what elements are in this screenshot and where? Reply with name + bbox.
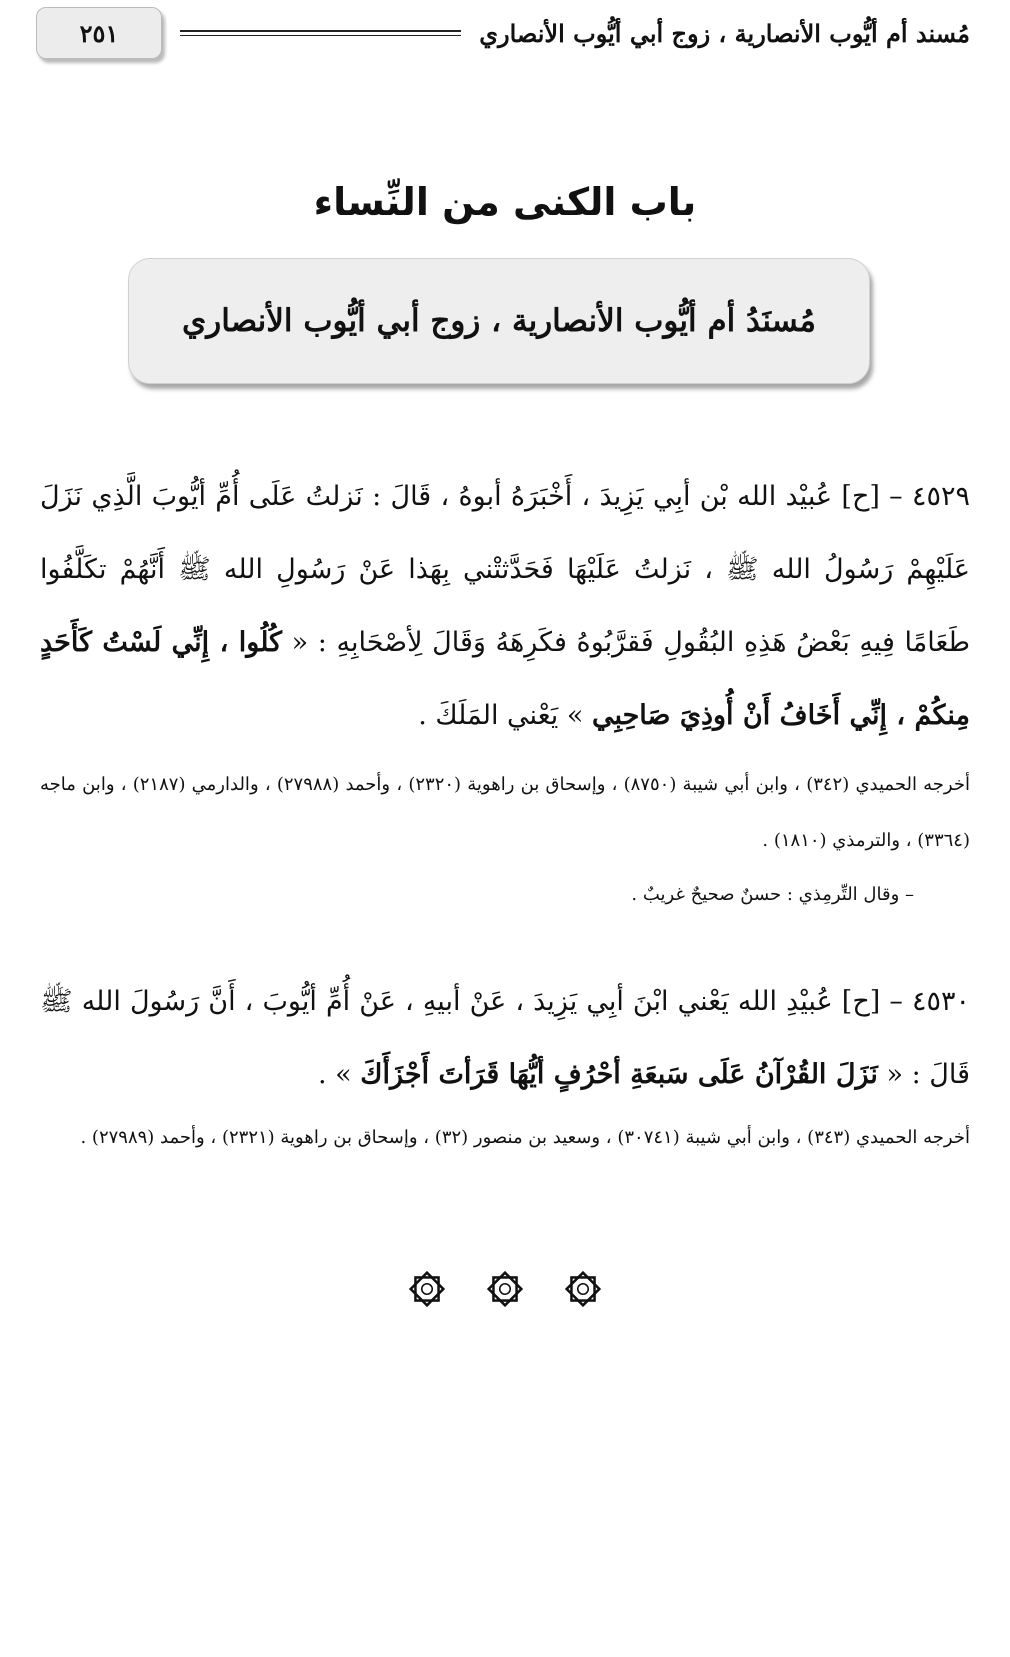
- page-number: ٢٥١: [36, 7, 162, 59]
- hadith-text-end: » .: [317, 1059, 352, 1090]
- eight-point-star-icon: [484, 1268, 526, 1310]
- eight-point-star-icon: [562, 1268, 604, 1310]
- takhrij-4529: أخرجه الحميدي (٣٤٢) ، وابن أبي شيبة (٨٧٥٠) ، وإسحاق بن راهوية (٢٣٢٠) ، وأحمد (٢٧٩٨٨) ، والدارمي (٢١٨٧) ، وابن ماجه (٣٣٦٤) ، والترمذي (١٨١٠) .: [40, 774, 970, 851]
- section-heading: باب الكنى من النِّساء: [313, 180, 697, 224]
- hadith-number: ٤٥٣٠ – [ح]: [841, 986, 970, 1017]
- takhrij-4530: أخرجه الحميدي (٣٤٣) ، وابن أبي شيبة (٣٠٧٤١) ، وسعيد بن منصور (٣٢) ، وإسحاق بن راهوية (٢٣٢١) ، وأحمد (٢٧٩٨٩) .: [80, 1127, 970, 1148]
- prophet-speech: نَزَلَ القُرْآنُ عَلَى سَبعَةِ أحْرُفٍ أيُّهَا قَرَأتَ أَجْزَأَكَ: [360, 1059, 878, 1090]
- running-title: مُسند أم أيُّوب الأنصارية ، زوج أبي أيُّوب الأنصاري: [479, 18, 970, 48]
- tirmidhi-note: – وقال التِّرمِذي : حسنٌ صحيحٌ غريبٌ .: [631, 884, 914, 905]
- running-header: [36, 0, 970, 66]
- musnad-title: مُسنَدُ أم أيُّوب الأنصارية ، زوج أبي أيُّوب الأنصاري: [182, 303, 816, 339]
- section-end-ornaments: [0, 1268, 1010, 1310]
- eight-point-star-icon: [406, 1268, 448, 1310]
- musnad-title-box: [128, 258, 870, 384]
- hadith-text-end: » يَعْني المَلَكَ .: [418, 700, 584, 731]
- hadith-4530: [40, 965, 970, 1111]
- header-rule: [180, 30, 461, 36]
- prophet-speech: كُلُوا ، إِنِّي لَسْتُ كَأَحَدٍ مِنكُمْ ، إِنِّي أَخَافُ أَنْ أُوذِيَ صَاحِبِي: [40, 627, 970, 731]
- hadith-text: عُبيْدِ الله يَعْني ابْنَ أبِي يَزِيدَ ، عَنْ أبيهِ ، عَنْ أُمِّ أيُّوبَ ، أَنَّ رَسُولَ الله ﷺ قَالَ : «: [40, 986, 970, 1090]
- hadith-number: ٤٥٢٩ – [ح]: [841, 481, 970, 512]
- hadith-4529: [40, 460, 970, 752]
- hadith-text: عُبيْد الله بْن أبِي يَزِيدَ ، أَخْبَرَهُ أبوهُ ، قَالَ : نَزلتُ عَلَى أُمِّ أيُّوبَ الَّذِي نَزَلَ عَلَيْهِمْ رَسُولُ الله ﷺ ، نَزلتُ عَلَيْهَا فَحَدَّثتْني بِهَذا عَنْ رَسُولِ الله ﷺ أَنَّهُمْ تكَلَّفُوا طَعَامًا فِيهِ بَعْضُ هَذِهِ البُقُولِ فَقرَّبُوهُ فكَرِهَهُ وَقَالَ لِأصْحَابِهِ : «: [40, 481, 970, 658]
